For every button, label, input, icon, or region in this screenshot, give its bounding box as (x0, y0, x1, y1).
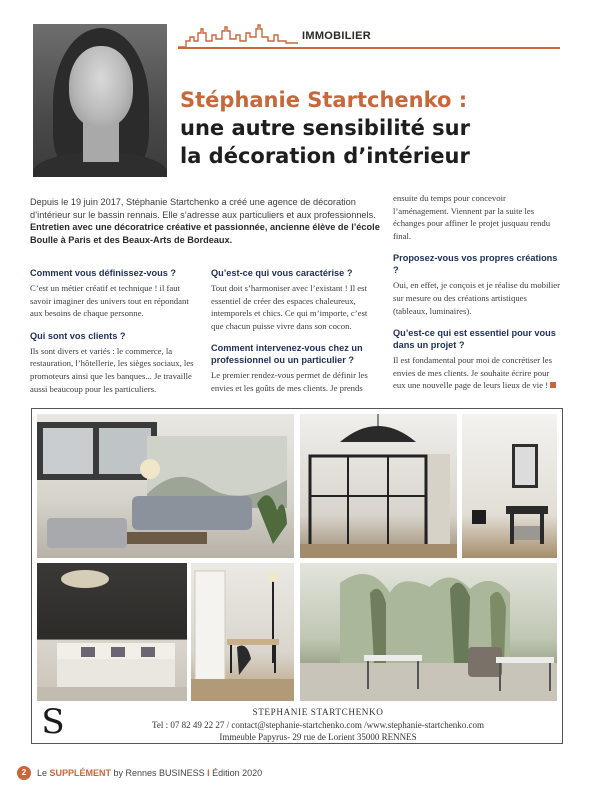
title-line-2: une autre sensibilité sur (180, 116, 470, 140)
photo-bathroom (462, 414, 557, 558)
column-1 (30, 267, 198, 405)
contact-line: Tel : 07 82 49 22 27 / contact@stephanie-startchenko.com /www.stephanie-startchenko.com (152, 719, 484, 730)
title-line-3: la décoration d’intérieur (180, 144, 470, 168)
brand-name: STEPHANIE STARTCHENKO (252, 707, 384, 717)
page-footer (17, 766, 262, 780)
photo-jungle-wallpaper-room (300, 563, 557, 701)
answer (393, 354, 563, 392)
answer: Le premier rendez-vous permet de définir les envies et les goûts de mes clients. Je prends (211, 370, 368, 393)
photo-glass-partition (300, 414, 457, 558)
answer-continued: ensuite du temps pour concevoir l’aménagement. Viennent par la suite les échanges pour affiner le projet jusquau rendu final. (393, 193, 551, 241)
answer: C’est un métier créatif et technique ! il faut savoir imaginer des univers tout en répondant aux besoins de chaque personne. (30, 283, 189, 319)
question: Qu’est-ce qui vous caractérise ? (211, 268, 353, 278)
page-title (180, 86, 470, 170)
photo-desk-area (191, 563, 294, 701)
footer-by: by Rennes BUSINESS (111, 768, 208, 778)
answer: Tout doit s’harmoniser avec l’existant ! Il est essentiel de créer des espaces chaleureux, intemporels et chics. Ce qui m’importe, c’est que chacun puisse vivre dans son cocon. (211, 283, 368, 331)
question: Qu’est-ce qui est essentiel pour vous dans un projet ? (393, 328, 556, 351)
footer-edition: Édition 2020 (209, 768, 263, 778)
question: Qui sont vos clients ? (30, 330, 126, 341)
title-name: Stéphanie Startchenko : (180, 88, 468, 112)
section-tag: IMMOBILIER (302, 30, 371, 42)
contact-block (80, 706, 556, 744)
end-mark-icon (550, 382, 556, 388)
answer: Oui, en effet, je conçois et je réalise du mobilier sur mesure ou des créations artistiques (tableaux, luminaires). (393, 280, 561, 316)
photo-lounge-sofa (37, 563, 187, 701)
portrait-photo (33, 24, 167, 177)
question: Comment vous définissez-vous ? (30, 268, 177, 278)
answer: Ils sont divers et variés : le commerce, la restauration, l’hôtellerie, les sièges sociaux, les promoteurs ainsi que les banques... Je travaille aussi beaucoup pour les particuliers. (30, 345, 194, 394)
photo-living-room (37, 414, 294, 558)
intro-bold: Entretien avec une décoratrice créative et passionnée, ancienne élève de l’école Boulle à Paris et des Beaux-Arts de Bordeaux. (30, 222, 380, 245)
question: Comment intervenez-vous chez un professionnel ou un particulier ? (211, 343, 363, 366)
address-line: Immeuble Papyrus- 29 rue de Lorient 35000 RENNES (219, 732, 417, 742)
answer-text: Il est fondamental pour moi de concrétiser les envies de mes clients. Je souhaite écrire pour eux une nouvelle page de leurs lieux de vie ! (393, 355, 552, 391)
footer-separator: I (207, 768, 210, 778)
question: Proposez-vous vos propres créations ? (393, 253, 558, 276)
footer-le: Le (37, 768, 50, 778)
page-number: 2 (17, 766, 31, 780)
column-2 (211, 267, 382, 405)
brand-logo: S (41, 702, 65, 742)
city-skyline-icon (178, 23, 298, 49)
header-rule (178, 47, 560, 49)
intro-text: Depuis le 19 juin 2017, Stéphanie Startchenko a créé une agence de décoration d’intérieur sur le bassin rennais. Elle s’adresse aux particuliers et aux professionnels. (30, 197, 376, 220)
footer-supplement: SUPPLÉMENT (49, 768, 112, 778)
intro-paragraph (30, 196, 384, 246)
column-3 (393, 192, 563, 402)
